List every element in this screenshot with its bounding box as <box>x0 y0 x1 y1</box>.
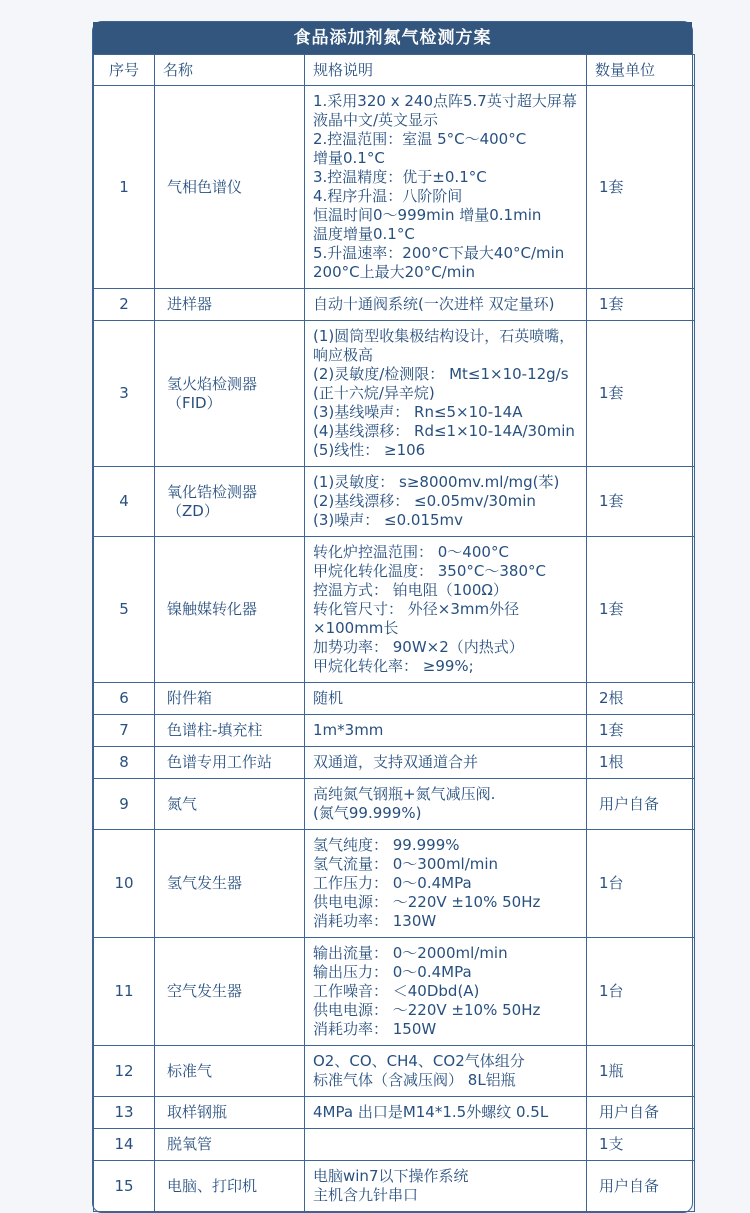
header-col-name: 名称 <box>155 55 305 86</box>
spec-line: 随机 <box>313 689 344 707</box>
item-spec-cell <box>305 321 587 467</box>
spec-line: 双通道，支持双通道合并 <box>313 753 479 771</box>
spec-line: 标准气体（含减压阀） 8L铝瓶 <box>313 1071 516 1089</box>
item-name-cell: 色谱柱-填充柱 <box>155 715 305 747</box>
header-col-no: 序号 <box>94 55 155 86</box>
spec-line: 1m*3mm <box>313 721 384 739</box>
table-row <box>94 289 695 321</box>
row-number-cell: 1 <box>94 86 155 289</box>
table-row <box>94 1129 695 1161</box>
table-header <box>94 55 695 86</box>
item-spec-cell <box>305 537 587 683</box>
item-name-cell: 镍触媒转化器 <box>155 537 305 683</box>
item-qty-cell: 1套 <box>587 321 695 467</box>
spec-line: 主机含九针串口 <box>313 1186 419 1204</box>
spec-line: 氢气流量： 0～300ml/min <box>313 855 499 873</box>
row-number-cell: 7 <box>94 715 155 747</box>
row-number-cell: 8 <box>94 747 155 779</box>
table-row <box>94 938 695 1046</box>
table-row <box>94 467 695 537</box>
spec-line: (2)基线漂移： ≤0.05mv/30min <box>313 492 536 510</box>
item-name-cell: 标准气 <box>155 1046 305 1097</box>
item-name-cell: 电脑、打印机 <box>155 1161 305 1212</box>
table-row <box>94 1046 695 1097</box>
spec-line: 控温方式： 铂电阻（100Ω） <box>313 581 508 599</box>
spec-line: 自动十通阀系统(一次进样 双定量环) <box>313 295 555 313</box>
item-spec-cell <box>305 1046 587 1097</box>
item-name-cell: 氧化锆检测器（ZD） <box>155 467 305 537</box>
row-number-cell: 10 <box>94 830 155 938</box>
header-col-qty: 数量单位 <box>587 55 695 86</box>
item-qty-cell: 2根 <box>587 683 695 715</box>
table-row <box>94 537 695 683</box>
spec-line: 4MPa 出口是M14*1.5外螺纹 0.5L <box>313 1103 549 1121</box>
row-number-cell: 9 <box>94 779 155 830</box>
item-spec-cell <box>305 830 587 938</box>
spec-line: 甲烷化转化温度： 350°C～380°C <box>313 562 546 580</box>
row-number-cell: 5 <box>94 537 155 683</box>
item-qty-cell: 1套 <box>587 715 695 747</box>
table-row <box>94 86 695 289</box>
item-spec-cell <box>305 715 587 747</box>
spec-line: 消耗功率： 150W <box>313 1020 437 1038</box>
spec-line: 转化管尺寸： 外径×3mm外径×100mm长 <box>313 600 520 637</box>
item-spec-cell <box>305 467 587 537</box>
spec-line: 2.控温范围：室温 5°C～400°C <box>313 130 527 148</box>
spec-line: 供电电源： ～220V ±10% 50Hz <box>313 893 541 911</box>
item-name-cell: 气相色谱仪 <box>155 86 305 289</box>
spec-line: (1)灵敏度： s≥8000mv.ml/mg(苯) <box>313 473 560 491</box>
item-spec-cell <box>305 747 587 779</box>
item-spec-cell <box>305 683 587 715</box>
spec-line: (3)噪声： ≤0.015mv <box>313 511 464 529</box>
spec-line: 输出压力： 0～0.4MPa <box>313 963 472 981</box>
item-qty-cell: 1套 <box>587 537 695 683</box>
spec-line: (4)基线漂移： Rd≤1×10-14A/30min <box>313 422 575 440</box>
row-number-cell: 2 <box>94 289 155 321</box>
spec-line: 4.程序升温：八阶阶间 <box>313 187 463 205</box>
item-spec-cell <box>305 1161 587 1212</box>
table-row <box>94 683 695 715</box>
spec-line: (3)基线噪声： Rn≤5×10-14A <box>313 403 523 421</box>
detection-plan-sheet <box>92 21 693 1213</box>
row-number-cell: 11 <box>94 938 155 1046</box>
item-name-cell: 取样钢瓶 <box>155 1097 305 1129</box>
spec-line: 工作噪音： ＜40Dbd(A) <box>313 982 480 1000</box>
item-spec-cell <box>305 86 587 289</box>
item-name-cell: 附件箱 <box>155 683 305 715</box>
item-qty-cell: 1支 <box>587 1129 695 1161</box>
table-row <box>94 321 695 467</box>
item-qty-cell: 用户自备 <box>587 1161 695 1212</box>
spec-line: 加势功率： 90W×2（内热式） <box>313 638 524 656</box>
table-row <box>94 1097 695 1129</box>
spec-line: (2)灵敏度/检测限： Mt≤1×10-12g/s <box>313 365 569 383</box>
table-row <box>94 830 695 938</box>
spec-line: 转化炉控温范围： 0～400°C <box>313 543 509 561</box>
spec-line: 氢气纯度： 99.999% <box>313 836 460 854</box>
spec-line: 供电电源： ～220V ±10% 50Hz <box>313 1001 541 1019</box>
item-spec-cell <box>305 1097 587 1129</box>
item-qty-cell: 1根 <box>587 747 695 779</box>
item-spec-cell <box>305 1129 587 1161</box>
item-qty-cell: 用户自备 <box>587 779 695 830</box>
spec-line: (氮气99.999%) <box>313 804 422 822</box>
spec-line: 温度增量0.1°C <box>313 225 415 243</box>
item-spec-cell <box>305 289 587 321</box>
spec-line: 1.采用320 x 240点阵5.7英寸超大屏幕 <box>313 92 577 110</box>
spec-line: 200°C上最大20°C/min <box>313 263 476 281</box>
spec-line: 消耗功率： 130W <box>313 912 437 930</box>
spec-table <box>93 54 695 1212</box>
spec-line: 输出流量： 0～2000ml/min <box>313 944 508 962</box>
spec-line: O2、CO、CH4、CO2气体组分 <box>313 1052 525 1070</box>
row-number-cell: 3 <box>94 321 155 467</box>
spec-line: 工作压力： 0～0.4MPa <box>313 874 472 892</box>
table-title: 食品添加剂氮气检测方案 <box>93 22 692 54</box>
item-qty-cell: 1套 <box>587 467 695 537</box>
row-number-cell: 12 <box>94 1046 155 1097</box>
spec-line: (5)线性： ≥106 <box>313 441 426 459</box>
item-name-cell: 进样器 <box>155 289 305 321</box>
header-row <box>94 55 695 86</box>
item-name-cell: 色谱专用工作站 <box>155 747 305 779</box>
table-row <box>94 715 695 747</box>
item-name-cell: 氢火焰检测器（FID） <box>155 321 305 467</box>
table-row <box>94 747 695 779</box>
item-qty-cell: 1瓶 <box>587 1046 695 1097</box>
item-spec-cell <box>305 779 587 830</box>
item-qty-cell: 1台 <box>587 830 695 938</box>
spec-line: 高纯氮气钢瓶+氮气减压阀. <box>313 785 496 803</box>
row-number-cell: 14 <box>94 1129 155 1161</box>
table-row <box>94 1161 695 1212</box>
row-number-cell: 4 <box>94 467 155 537</box>
row-number-cell: 15 <box>94 1161 155 1212</box>
spec-line: (正十六烷/异辛烷) <box>313 384 435 402</box>
row-number-cell: 13 <box>94 1097 155 1129</box>
spec-line: 5.升温速率：200°C下最大40°C/min <box>313 244 565 262</box>
item-name-cell: 氮气 <box>155 779 305 830</box>
item-qty-cell: 1套 <box>587 86 695 289</box>
item-spec-cell <box>305 938 587 1046</box>
header-col-spec: 规格说明 <box>305 55 587 86</box>
spec-line: 恒温时间0～999min 增量0.1min <box>313 206 542 224</box>
spec-line: 增量0.1°C <box>313 149 385 167</box>
item-name-cell: 氢气发生器 <box>155 830 305 938</box>
spec-line: 液晶中文/英文显示 <box>313 111 439 129</box>
item-name-cell: 空气发生器 <box>155 938 305 1046</box>
spec-line: 甲烷化转化率： ≥99%; <box>313 657 474 675</box>
item-qty-cell: 用户自备 <box>587 1097 695 1129</box>
table-body <box>94 86 695 1212</box>
row-number-cell: 6 <box>94 683 155 715</box>
item-name-cell: 脱氧管 <box>155 1129 305 1161</box>
spec-line: 响应极高 <box>313 346 374 364</box>
table-row <box>94 779 695 830</box>
item-qty-cell: 1套 <box>587 289 695 321</box>
item-qty-cell: 1台 <box>587 938 695 1046</box>
spec-line: (1)圆筒型收集极结构设计，石英喷嘴， <box>313 327 575 345</box>
spec-line: 3.控温精度：优于±0.1°C <box>313 168 487 186</box>
spec-line: 电脑win7以下操作系统 <box>313 1167 469 1185</box>
